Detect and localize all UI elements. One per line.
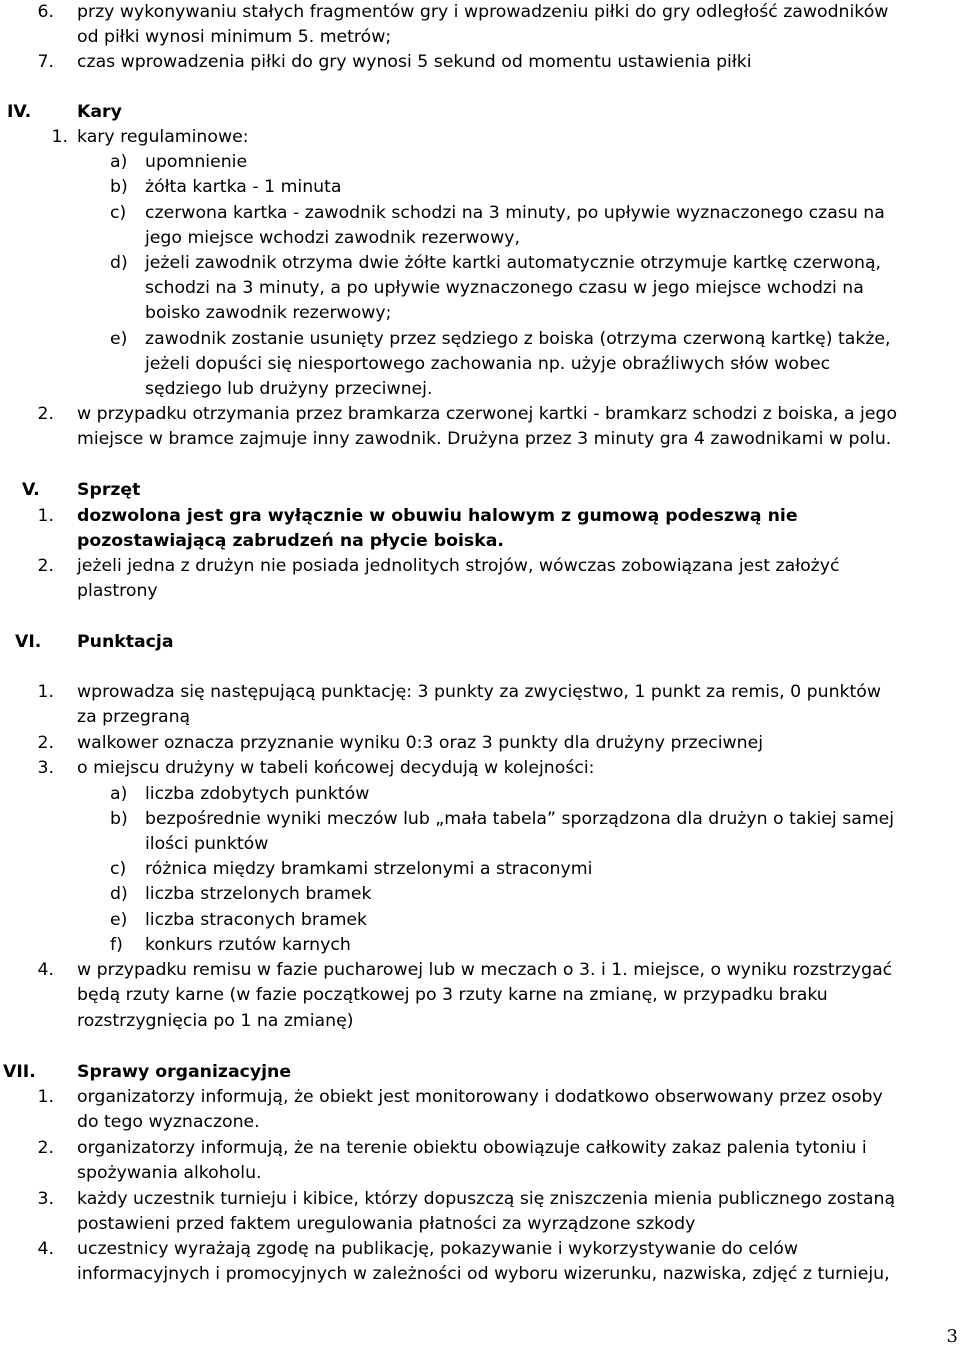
item-number: 1. (37, 506, 54, 526)
item-text: rozstrzygnięcia po 1 na zmianę) (77, 1011, 354, 1031)
item-text: za przegraną (77, 707, 191, 727)
item-text: plastrony (77, 581, 158, 601)
item-text: postawieni przed faktem uregulowania płatności za wyrządzone szkody (77, 1214, 696, 1234)
item-text: jeżeli jedna z drużyn nie posiada jednolitych strojów, wówczas zobowiązana jest założyć (77, 556, 840, 576)
item-text: do tego wyznaczone. (77, 1112, 260, 1132)
item-text: dozwolona jest gra wyłącznie w obuwiu halowym z gumową podeszwą nie (77, 506, 798, 526)
item-text: przy wykonywaniu stałych fragmentów gry i wprowadzeniu piłki do gry odległość zawodników (77, 2, 889, 22)
section-numeral: IV. (7, 102, 32, 122)
item-text: będą rzuty karne (w fazie początkowej po 3 rzuty karne na zmianę, w przypadku braku (77, 985, 828, 1005)
sub-letter: e) (110, 910, 128, 930)
item-text: spożywania alkoholu. (77, 1163, 262, 1183)
sub-letter: c) (110, 203, 127, 223)
item-number: 6. (37, 2, 54, 22)
item-text: w przypadku otrzymania przez bramkarza czerwonej kartki - bramkarz schodzi z boiska, a jego (77, 404, 898, 424)
sub-text: ilości punktów (145, 834, 269, 854)
sub-letter: c) (110, 859, 127, 879)
sub-text: boisko zawodnik rezerwowy; (145, 303, 392, 323)
sub-letter: d) (110, 884, 128, 904)
sub-text: jeżeli dopuści się niesportowego zachowania np. użyje obraźliwych słów wobec (145, 354, 831, 374)
sub-text: różnica między bramkami strzelonymi a straconymi (145, 859, 593, 879)
item-text: walkower oznacza przyznanie wyniku 0:3 oraz 3 punkty dla drużyny przeciwnej (77, 733, 764, 753)
sub-letter: a) (110, 152, 128, 172)
sub-text: czerwona kartka - zawodnik schodzi na 3 minuty, po upływie wyznaczonego czasu na (145, 203, 885, 223)
item-number: 2. (37, 1138, 54, 1158)
sub-text: liczba zdobytych punktów (145, 784, 370, 804)
item-text: pozostawiającą zabrudzeń na płycie boiska. (77, 531, 504, 551)
sub-text: liczba straconych bramek (145, 910, 368, 930)
sub-letter: b) (110, 177, 128, 197)
item-number: 2. (37, 404, 54, 424)
sub-text: bezpośrednie wyniki meczów lub „mała tabela” sporządzona dla drużyn o takiej samej (145, 809, 895, 829)
item-text: miejsce w bramce zajmuje inny zawodnik. Drużyna przez 3 minuty gra 4 zawodnikami w polu. (77, 429, 892, 449)
item-text: wprowadza się następującą punktację: 3 punkty za zwycięstwo, 1 punkt za remis, 0 punktów (77, 682, 882, 702)
sub-text: sędziego lub drużyny przeciwnej. (145, 379, 433, 399)
item-text: w przypadku remisu w fazie pucharowej lub w meczach o 3. i 1. miejsce, o wyniku rozstrzygać (77, 960, 893, 980)
item-number: 2. (37, 556, 54, 576)
item-text: o miejscu drużyny w tabeli końcowej decydują w kolejności: (77, 758, 595, 778)
item-text: organizatorzy informują, że obiekt jest monitorowany i dodatkowo obserwowany przez osoby (77, 1087, 883, 1107)
item-text: uczestnicy wyrażają zgodę na publikację, pokazywanie i wykorzystywanie do celów (77, 1239, 799, 1259)
sub-text: konkurs rzutów karnych (145, 935, 351, 955)
item-number: 1. (51, 127, 68, 147)
sub-text: schodzi na 3 minuty, a po upływie wyznaczonego czasu w jego miejsce wchodzi na (145, 278, 864, 298)
section-heading: Sprawy organizacyjne (77, 1062, 292, 1082)
sub-letter: f) (110, 935, 123, 955)
item-text: organizatorzy informują, że na terenie obiektu obowiązuje całkowity zakaz palenia tytoniu i (77, 1138, 867, 1158)
sub-text: upomnienie (145, 152, 248, 172)
sub-letter: d) (110, 253, 128, 273)
sub-letter: b) (110, 809, 128, 829)
item-text: czas wprowadzenia piłki do gry wynosi 5 sekund od momentu ustawienia piłki (77, 52, 752, 72)
section-heading: Kary (77, 102, 122, 122)
section-numeral: V. (22, 480, 40, 500)
section-heading: Punktacja (77, 632, 174, 652)
sub-text: zawodnik zostanie usunięty przez sędziego z boiska (otrzyma czerwoną kartkę) także, (145, 329, 891, 349)
section-numeral: VII. (3, 1062, 36, 1082)
section-heading: Sprzęt (77, 480, 141, 500)
item-number: 3. (37, 1189, 54, 1209)
item-number: 3. (37, 758, 54, 778)
item-text: od piłki wynosi minimum 5. metrów; (77, 27, 392, 47)
sub-letter: e) (110, 329, 128, 349)
sub-text: żółta kartka - 1 minuta (145, 177, 342, 197)
item-number: 7. (37, 52, 54, 72)
sub-letter: a) (110, 784, 128, 804)
item-number: 2. (37, 733, 54, 753)
sub-text: jego miejsce wchodzi zawodnik rezerwowy, (145, 228, 520, 248)
item-text: kary regulaminowe: (77, 127, 249, 147)
item-number: 1. (37, 682, 54, 702)
sub-text: liczba strzelonych bramek (145, 884, 372, 904)
item-number: 1. (37, 1087, 54, 1107)
section-numeral: VI. (15, 632, 42, 652)
sub-text: jeżeli zawodnik otrzyma dwie żółte kartki automatycznie otrzymuje kartkę czerwoną, (145, 253, 882, 273)
item-text: każdy uczestnik turnieju i kibice, którzy dopuszczą się zniszczenia mienia publicznego zostaną (77, 1189, 896, 1209)
page-number: 3 (946, 1326, 958, 1347)
item-text: informacyjnych i promocyjnych w zależności od wyboru wizerunku, nazwiska, zdjęć z turnieju, (77, 1264, 890, 1284)
item-number: 4. (37, 960, 54, 980)
item-number: 4. (37, 1239, 54, 1259)
